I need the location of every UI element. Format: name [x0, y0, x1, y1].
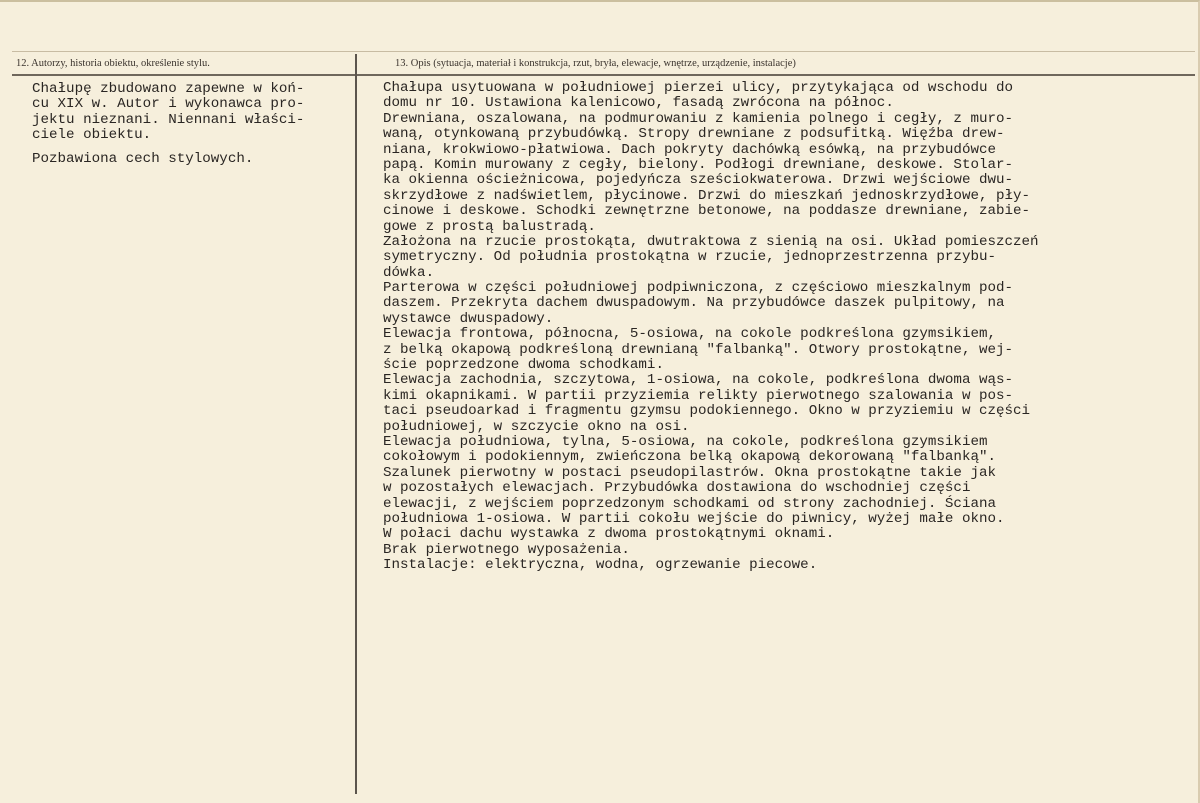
description-line: waną, otynkowaną przybudówką. Stropy drewniane z podsufitką. Więźba drew-: [383, 126, 1005, 143]
description-line: Elewacja frontowa, północna, 5-osiowa, na cokole podkreślona gzymsikiem,: [383, 326, 996, 343]
right-column-text: [383, 81, 1039, 574]
description-line: papą. Komin murowany z cegły, bielony. Podłogi drewniane, deskowe. Stolar-: [383, 156, 1014, 173]
description-line: w pozostałych elewacjach. Przybudówka dostawiona do wschodniej części: [383, 480, 971, 497]
description-line: cinowe i deskowe. Schodki zewnętrzne betonowe, na poddasze drewniane, zabie-: [383, 203, 1031, 220]
description-line: wystawce dwuspadowy.: [383, 310, 554, 327]
description-line: cokołowym i podokiennym, zwieńczona belką okapową dekorowaną "falbanką".: [383, 449, 996, 466]
description-line: W połaci dachu wystawka z dwoma prostokątnymi oknami.: [383, 526, 835, 543]
description-line: skrzydłowe z nadświetlem, płycinowe. Drzwi do mieszkań jednoskrzydłowe, pły-: [383, 187, 1031, 204]
description-line: Brak pierwotnego wyposażenia.: [383, 541, 630, 558]
left-text-line: jektu nieznani. Niennani właści-: [32, 111, 305, 128]
description-line: daszem. Przekryta dachem dwuspadowym. Na przybudówce daszek pulpitowy, na: [383, 295, 1005, 312]
description-line: domu nr 10. Ustawiona kalenicowo, fasadą zwrócona na północ.: [383, 95, 894, 112]
description-line: symetryczny. Od południa prostokątna w rzucie, jednoprzestrzenna przybu-: [383, 249, 996, 266]
top-rule: [12, 51, 1195, 52]
description-line: Chałupa usytuowana w południowej pierzei ulicy, przytykająca od wschodu do: [383, 80, 1014, 96]
description-line: południowa 1-osiowa. W partii cokołu wejście do piwnicy, wyżej małe okno.: [383, 510, 1005, 527]
description-line: kimi okapnikami. W partii przyziemia relikty pierwotnego szalowania w pos-: [383, 387, 1014, 404]
description-line: niana, krokwiowo-płatwiowa. Dach pokryty dachówką esówką, na przybudówce: [383, 141, 996, 158]
description-line: ka okienna ościeżnicowa, pojedyńcza sześciokwaterowa. Drzwi wejściowe dwu-: [383, 172, 1014, 189]
description-line: gowe z prostą balustradą.: [383, 218, 596, 235]
left-column-header: 12. Autorzy, historia obiektu, określenie stylu.: [16, 58, 210, 69]
description-line: Elewacja zachodnia, szczytowa, 1-osiowa, na cokole, podkreślona dwoma wąs-: [383, 372, 1014, 389]
description-line: Szalunek pierwotny w postaci pseudopilastrów. Okna prostokątne takie jak: [383, 464, 996, 481]
description-line: dówka.: [383, 264, 435, 281]
left-text-line: Chałupę zbudowano zapewne w koń-: [32, 81, 305, 97]
description-line: południowej, w szczycie okno na osi.: [383, 418, 690, 435]
description-line: Założona na rzucie prostokąta, dwutraktowa z sienią na osi. Układ pomieszczeń: [383, 233, 1039, 250]
right-column-header: 13. Opis (sytuacja, materiał i konstrukcja, rzut, bryła, elewacje, wnętrze, urządzenie, instalacje): [395, 58, 796, 69]
description-line: elewacji, z wejściem poprzedzonym schodkami od strony zachodniej. Ściana: [383, 495, 996, 512]
description-line: Elewacja południowa, tylna, 5-osiowa, na cokole, podkreślona gzymsikiem: [383, 433, 988, 450]
column-divider: [355, 54, 357, 794]
left-column-text: [32, 82, 304, 167]
left-text-line: cu XIX w. Autor i wykonawca pro-: [32, 96, 305, 113]
description-line: Parterowa w części południowej podpiwniczona, z częściowo mieszkalnym pod-: [383, 280, 1014, 297]
description-line: Instalacje: elektryczna, wodna, ogrzewanie piecowe.: [383, 557, 818, 574]
left-text-line: Pozbawiona cech stylowych.: [32, 150, 254, 167]
description-line: z belką okapową podkreśloną drewnianą "falbanką". Otwory prostokątne, wej-: [383, 341, 1014, 358]
description-line: Drewniana, oszalowana, na podmurowaniu z kamienia polnego i cegły, z muro-: [383, 110, 1014, 127]
description-line: ście poprzedzone dwoma schodkami.: [383, 357, 664, 374]
header-rule: [12, 74, 1195, 76]
description-line: taci pseudoarkad i fragmentu gzymsu podokiennego. Okno w przyziemiu w części: [383, 403, 1031, 420]
left-text-line: ciele obiektu.: [32, 127, 152, 144]
